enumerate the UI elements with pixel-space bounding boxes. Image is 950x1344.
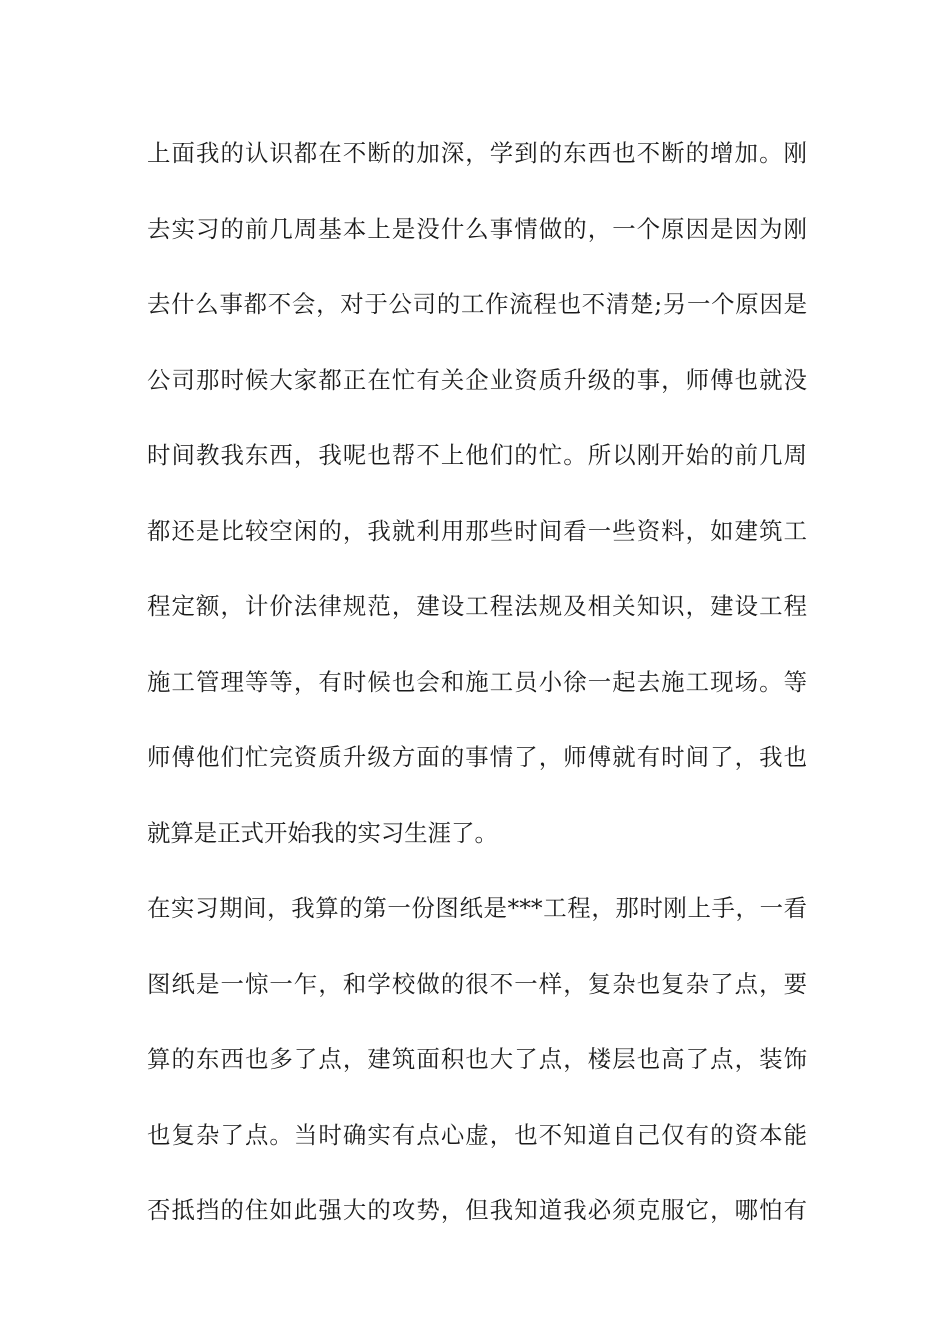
text-line: 施工管理等等，有时候也会和施工员小徐一起去施工现场。等 bbox=[147, 667, 807, 696]
text-line: 时间教我东西，我呢也帮不上他们的忙。所以刚开始的前几周 bbox=[147, 441, 807, 469]
text-line: 程定额，计价法律规范，建设工程法规及相关知识，建设工程 bbox=[147, 592, 807, 620]
text-line: 去什么事都不会，对于公司的工作流程也不清楚;另一个原因是 bbox=[147, 290, 807, 318]
text-line: 也复杂了点。当时确实有点心虚，也不知道自己仅有的资本能 bbox=[147, 1120, 807, 1149]
text-line: 去实习的前几周基本上是没什么事情做的，一个原因是因为刚 bbox=[147, 214, 807, 243]
text-line: 公司那时候大家都正在忙有关企业资质升级的事，师傅也就没 bbox=[147, 365, 807, 394]
text-line: 师傅他们忙完资质升级方面的事情了，师傅就有时间了，我也 bbox=[147, 743, 807, 771]
text-line: 在实习期间，我算的第一份图纸是***工程，那时刚上手，一看 bbox=[147, 894, 807, 922]
document-body bbox=[147, 135, 807, 1268]
paragraph-end-line: 就算是正式开始我的实习生涯了。 bbox=[147, 818, 498, 847]
text-line: 图纸是一惊一乍，和学校做的很不一样，复杂也复杂了点，要 bbox=[147, 969, 807, 998]
text-line: 都还是比较空闲的，我就利用那些时间看一些资料，如建筑工 bbox=[147, 516, 807, 545]
text-line: 否抵挡的住如此强大的攻势，但我知道我必须克服它，哪怕有 bbox=[147, 1196, 807, 1224]
text-line: 上面我的认识都在不断的加深，学到的东西也不断的增加。刚 bbox=[147, 139, 807, 167]
text-line: 算的东西也多了点，建筑面积也大了点，楼层也高了点，装饰 bbox=[147, 1045, 807, 1073]
